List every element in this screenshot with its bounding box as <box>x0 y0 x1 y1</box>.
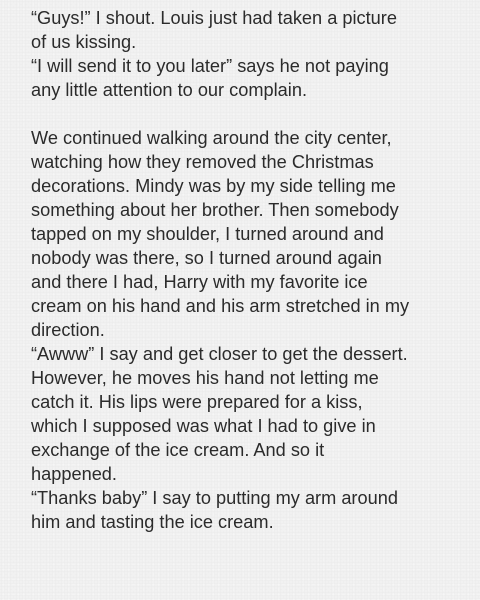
text-line: something about her brother. Then somebody <box>31 200 399 220</box>
text-line: “I will send it to you later” says he not paying <box>31 56 389 76</box>
text-line: exchange of the ice cream. And so it <box>31 440 325 460</box>
text-line: “Guys!” I shout. Louis just had taken a picture <box>31 8 397 28</box>
text-line: We continued walking around the city center, <box>31 128 392 148</box>
text-line: However, he moves his hand not letting me <box>31 368 379 388</box>
text-line: direction. <box>31 320 105 340</box>
text-line: “Awww” I say and get closer to get the dessert. <box>31 344 408 364</box>
paragraph-2 <box>31 126 480 534</box>
text-line: which I supposed was what I had to give in <box>31 416 376 436</box>
text-line: him and tasting the ice cream. <box>31 512 274 532</box>
text-line: any little attention to our complain. <box>31 80 308 100</box>
text-line: nobody was there, so I turned around again <box>31 248 382 268</box>
text-line: catch it. His lips were prepared for a kiss, <box>31 392 363 412</box>
text-line: watching how they removed the Christmas <box>31 152 374 172</box>
text-line: and there I had, Harry with my favorite ice <box>31 272 368 292</box>
paragraph-break <box>31 102 480 126</box>
text-line: “Thanks baby” I say to putting my arm around <box>31 488 398 508</box>
text-line: cream on his hand and his arm stretched in my <box>31 296 410 316</box>
text-line: tapped on my shoulder, I turned around and <box>31 224 384 244</box>
paragraph-1 <box>31 6 480 102</box>
text-line: happened. <box>31 464 117 484</box>
text-line: decorations. Mindy was by my side telling me <box>31 176 396 196</box>
text-line: of us kissing. <box>31 32 137 52</box>
